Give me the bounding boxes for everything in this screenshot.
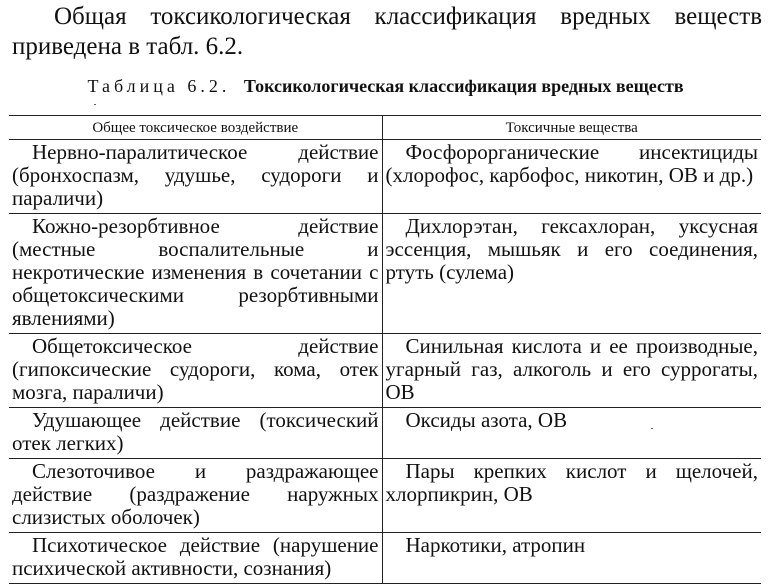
- effect-cell: Слезоточивое и раздражающее действие (раздражение наружных слизистых оболочек): [9, 459, 382, 533]
- table-caption-title: Токсикологическая классификация вредных веществ: [243, 76, 684, 96]
- table-header-row: [9, 116, 761, 140]
- table-row: [9, 214, 761, 334]
- table-row: [9, 334, 761, 408]
- substances-cell: Пары крепких кислот и щелочей, хлорпикрин, ОВ: [382, 459, 761, 533]
- column-header-effect: Общее токсическое воздействие: [9, 116, 382, 140]
- substances-cell: Наркотики, атропин: [382, 533, 761, 584]
- substances-cell: Дихлорэтан, гексахлоран, уксусная эссенция, мышьяк и его соединения, ртуть (сулема): [382, 214, 761, 334]
- scan-speck: [94, 104, 96, 105]
- intro-paragraph: Общая токсикологическая классификация вредных веществ приведена в табл. 6.2.: [12, 3, 762, 60]
- table-row: [9, 533, 761, 584]
- table-row: [9, 459, 761, 533]
- effect-cell: Психотическое действие (нарушение психической активности, сознания): [9, 533, 382, 584]
- table-caption-label: Таблица 6.2.: [87, 76, 231, 96]
- classification-table: [9, 115, 761, 584]
- effect-cell: Кожно-резорбтивное действие (местные воспалительные и некротические изменения в сочетании с общетоксическими резорбтивными явлениями): [9, 214, 382, 334]
- substances-cell: Синильная кислота и ее производные, угарный газ, алкоголь и его суррогаты, ОВ: [382, 334, 761, 408]
- substances-cell: Оксиды азота, ОВ: [382, 408, 761, 459]
- effect-cell: Удушающее действие (токсический отек легких): [9, 408, 382, 459]
- effect-cell: Общетоксическое действие (гипоксические судороги, кома, отек мозга, параличи): [9, 334, 382, 408]
- table-row: [9, 408, 761, 459]
- column-header-substances: Токсичные вещества: [382, 116, 761, 140]
- table-row: [9, 140, 761, 214]
- effect-cell: Нервно-паралитическое действие (бронхоспазм, удушье, судороги и параличи): [9, 140, 382, 214]
- substances-cell: Фосфорорганические инсектициды (хлорофос, карбофос, никотин, ОВ и др.): [385, 140, 758, 187]
- table-caption: [0, 75, 771, 97]
